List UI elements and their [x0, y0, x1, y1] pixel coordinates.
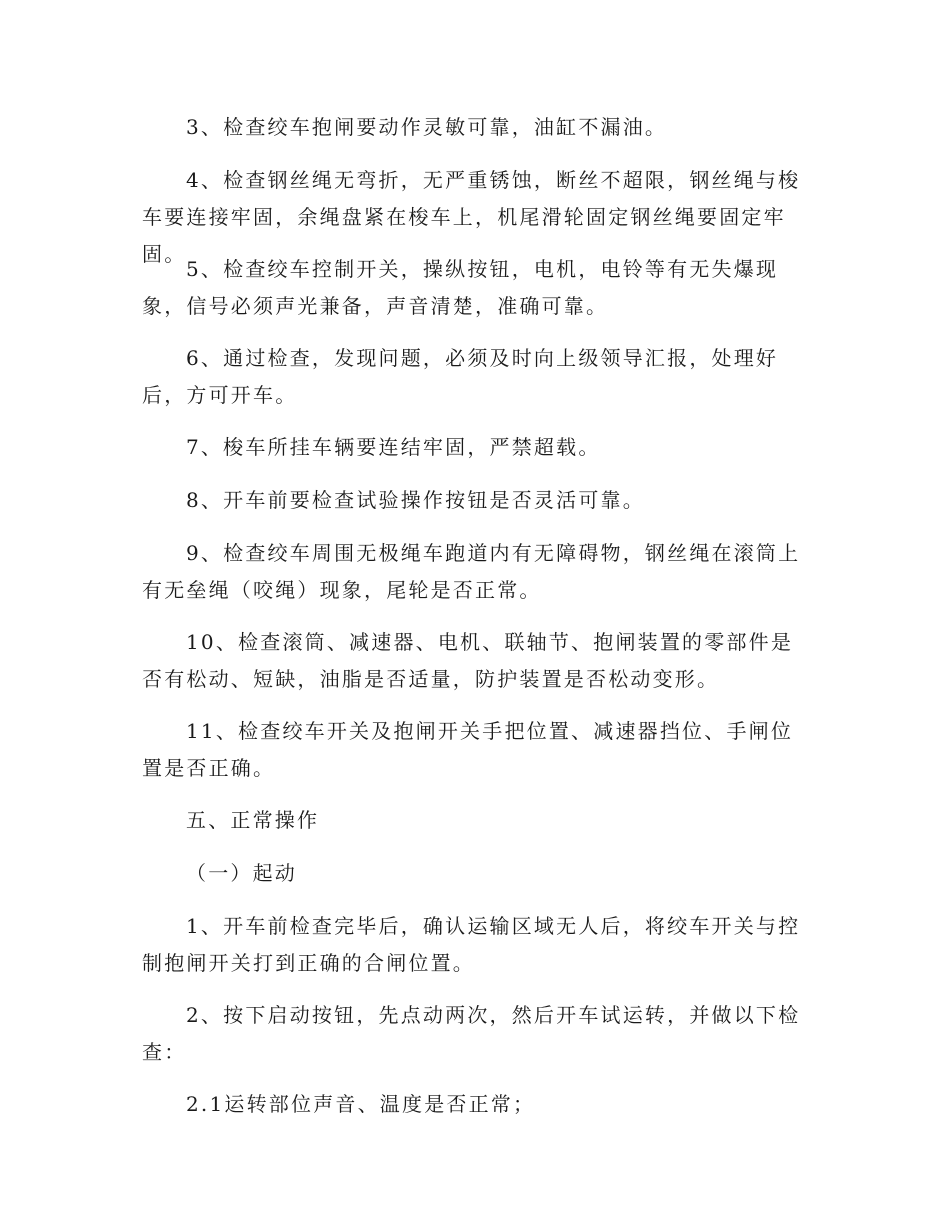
section-heading: 五、正常操作	[186, 808, 320, 832]
subsection-heading: （一）起动	[186, 861, 297, 885]
paragraph-item-11: 11、检查绞车开关及抱闸开关手把位置、减速器挡位、手闸位置是否正确。	[142, 719, 794, 780]
paragraph-item-7: 7、梭车所挂车辆要连结牢固，严禁超载。	[186, 435, 601, 459]
paragraph-item-3: 3、检查绞车抱闸要动作灵敏可靠，油缸不漏油。	[186, 115, 668, 139]
paragraph-item-4: 4、检查钢丝绳无弯折，无严重锈蚀，断丝不超限，钢丝绳与梭车要连接牢固，余绳盘紧在梭车上，机尾滑轮固定钢丝绳要固定牢固。	[142, 168, 801, 266]
paragraph-item-6: 6、通过检查，发现问题，必须及时向上级领导汇报，处理好后，方可开车。	[142, 346, 779, 407]
paragraph-item-10: 10、检查滚筒、减速器、电机、联轴节、抱闸装置的零部件是否有松动、短缺，油脂是否适量，防护装置是否松动变形。	[142, 630, 794, 691]
paragraph-item-8: 8、开车前要检查试验操作按钮是否灵活可靠。	[186, 488, 645, 512]
paragraph-step-2: 2、按下启动按钮，先点动两次，然后开车试运转，并做以下检查：	[142, 1003, 801, 1064]
paragraph-item-9: 9、检查绞车周围无极绳车跑道内有无障碍物，钢丝绳在滚筒上有无垒绳（咬绳）现象，尾轮是否正常。	[142, 541, 801, 602]
paragraph-step-2-1: 2.1运转部位声音、温度是否正常；	[186, 1092, 536, 1116]
paragraph-step-1: 1、开车前检查完毕后，确认运输区域无人后，将绞车开关与控制抱闸开关打到正确的合闸位置。	[142, 914, 801, 975]
paragraph-item-5: 5、检查绞车控制开关，操纵按钮，电机，电铃等有无失爆现象，信号必须声光兼备，声音清楚，准确可靠。	[142, 257, 779, 318]
